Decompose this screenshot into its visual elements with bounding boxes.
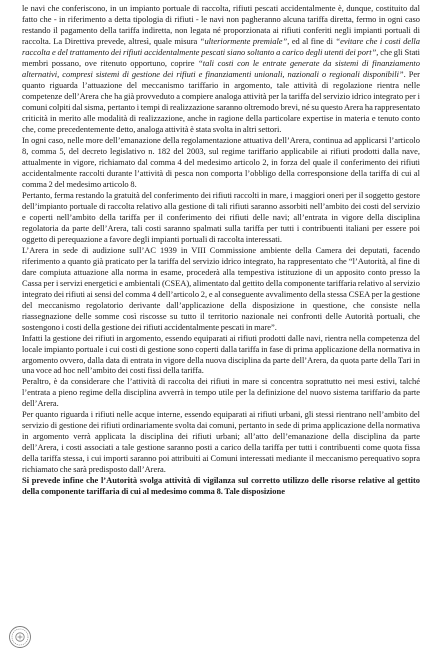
text-run: . Per quanto riguarda l’attuazione del meccanismo tariffario in argomento, tale attività di regolazione rientra nelle competenze dell’Arera che ha già provveduto a compiere analoga attività per la tariffa del servizio idrico integrato per i comuni colpiti dal sisma, pertanto i tempi di realizzazione saranno oltremodo brevi, né su questo Arera ha rappresentato criticità in merito alle modalità di realizzazione, anche in ragione della particolare expertise in materia e tenuto conto che, come precedentemente detto, analoga attività è stata svolta in altri settori. (22, 68, 420, 134)
text-run: , ed al fine di (287, 35, 336, 46)
paragraph (22, 3, 420, 135)
text-run: Infatti la gestione dei rifiuti in argomento, essendo equiparati ai rifiuti prodotti dalle navi, rientra nella competenza del locale impianto portuale i cui costi di gestione sono coperti dalla tariffa in fase di prima applicazione della normativa in argomento ovvero, dalla data di entrata in vigore della nuova disciplina da parte dell’Arera, da quota parte della Tari in una voce ad hoc nell’ambito dei costi fissi della tariffa. (22, 332, 420, 376)
paragraph (22, 333, 420, 377)
text-run: In ogni caso, nelle more dell’emanazione della regolamentazione attuativa dell’Arera, continua ad applicarsi l’articolo 8, comma 5, del decreto legislativo n. 182 del 2003, sul regime tariffario applicabile ai rifiuti prodotti dalla nave, attualmente in vigore, richiamato dal comma 4 del medesimo articolo 2, in forza del quale il conferimento dei rifiuti accidentalmente raccolti durante l’attività di pesca non comporta l’obbligo della corresponsione della tariffa di cui al comma 2 del medesimo articolo 8. (22, 134, 420, 189)
paragraph (22, 190, 420, 245)
paragraph (22, 135, 420, 190)
text-run: L’Arera in sede di audizione sull’AC 1939 in VIII Commissione ambiente della Camera dei deputati, facendo riferimento a quanto già praticato per la tariffa del servizio idrico integrato, ha rappresentato che “l’Autorità, al fine di dare compiuta attuazione alla norma in esame, procederà alla tempestiva istituzione di un apposito conto presso la Cassa per i servizi energetici e ambientali (CSEA), alimentato dal gettito della componente tariffaria relativo al servizio integrato dei rifiuti ai sensi del comma 4 dell’articolo 2, e al conseguente avvalimento della stessa CSEA per la gestione del meccanismo regolatorio derivante dall’applicazione della disposizione in questione, che consiste nella riassegnazione delle somme così riscosse su tutto il territorio nazionale nei confronti delle Autorità portuali, che sostengono i costi della gestione dei rifiuti accidentalmente pescati in mare”. (22, 244, 420, 332)
text-run: , che gli Stati membri possano, ove ritenuto opportuno, coprire (22, 46, 420, 68)
bold-text: Si prevede infine che l’Autorità svolga attività di vigilanza sul corretto utilizzo delle risorse relative al gettito della componente tariffaria di cui al medesimo comma 8. Tale disposizione (22, 475, 420, 497)
italic-quote: “evitare che i costi della raccolta e del trattamento dei rifiuti accidentalmente pescati siano soltanto a carico degli utenti dei port” (22, 35, 420, 57)
text-run: Peraltro, è da considerare che l’attività di raccolta dei rifiuti in mare si concentra soprattutto nei mesi estivi, talché l’entrata a pieno regime della disciplina avverrà in tempo utile per la definizione del nuovo sistema tariffario da parte dell’Arera. (22, 376, 420, 409)
document-body (22, 3, 420, 497)
text-run: Pertanto, ferma restando la gratuità del conferimento dei rifiuti raccolti in mare, i maggiori oneri per il soggetto gestore dell’impianto portuale di raccolta relativo alla gestione di tali rifiuti saranno assorbiti nell’ambito dei costi del servizio e coperti nell’ambito della tariffa per il conferimento dei rifiuti delle navi; all’entrata in vigore della disciplina regolatoria da parte dell’Arera, tali costi saranno spalmati sulla tariffa per tutti i contribuenti italiani per essere poi oggetto di perequazione a favore degli impianti portuali di raccolta interessati. (22, 189, 420, 244)
paragraph (22, 475, 420, 497)
italic-quote: “tali costi con le entrate generate da sistemi di finanziamento alternativi, compresi sistemi di gestione dei rifiuti e finanziamenti unionali, nazionali o regionali disponibili” (22, 57, 420, 79)
italic-quote: “ulteriormente premiale” (199, 35, 288, 46)
paragraph (22, 245, 420, 333)
paragraph (22, 376, 420, 409)
text-run: le navi che conferiscono, in un impianto portuale di raccolta, rifiuti pescati accidentalmente è, dunque, costituito dal fatto che - in riferimento a detta tipologia di rifiuti - le navi non pagheranno alcuna tariffa diretta, fermo in ogni caso restando il pagamento della tariffa indiretta, non legata né proporzionata ai rifiuti conferiti negli impianti portuali di raccolta. La Direttiva prevede, altresì, quale misura (22, 3, 420, 46)
paragraph (22, 409, 420, 475)
stamp-icon (8, 625, 32, 649)
text-run: Per quanto riguarda i rifiuti nelle acque interne, essendo equiparati ai rifiuti urbani, gli stessi rientrano nell’ambito del servizio di gestione dei rifiuti ordinariamente svolta dai comuni, pertanto in sede di prima applicazione della normativa in argomento verrà applicata la disciplina dei rifiuti urbani; all’atto dell’emanazione della disciplina da parte dell’Arera, i costi associati a tale gestione saranno posti a carico della tariffa per tutti i contribuenti come quota fissa della tariffa stessa, i cui importi saranno poi attribuiti ai Comuni interessati mediante il meccanismo perequativo sopra richiamato che sarà predisposto dall’Arera. (22, 409, 420, 475)
